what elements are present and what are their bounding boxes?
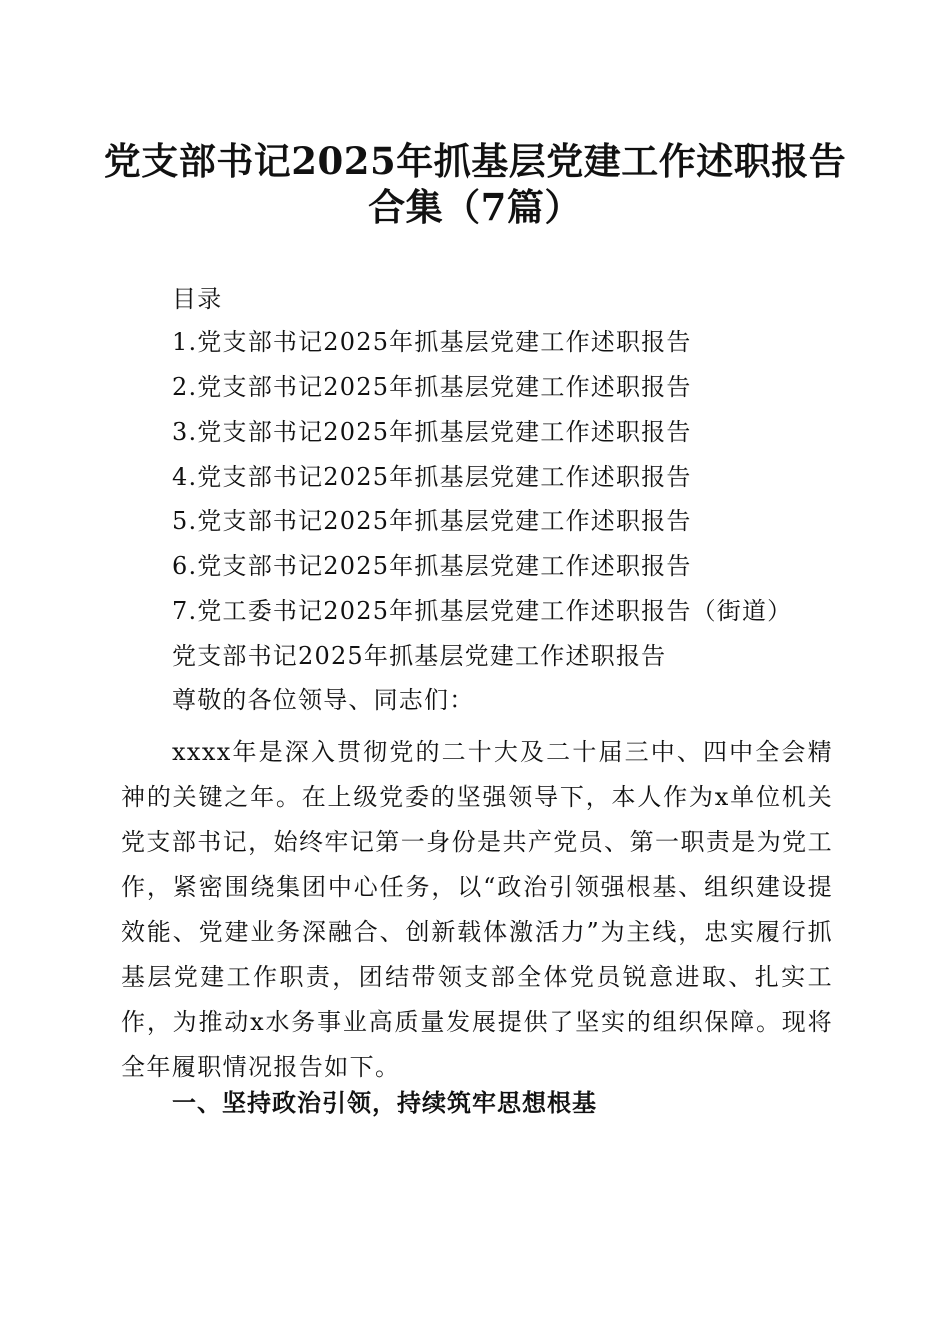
toc-item-6: 6.党支部书记2025年抓基层党建工作述职报告 (172, 552, 692, 580)
section-title: 党支部书记2025年抓基层党建工作述职报告 (172, 642, 667, 670)
toc-label: 目录 (172, 285, 223, 313)
greeting: 尊敬的各位领导、同志们： (172, 686, 475, 714)
toc-item-1: 1.党支部书记2025年抓基层党建工作述职报告 (172, 328, 692, 356)
toc-item-3: 3.党支部书记2025年抓基层党建工作述职报告 (172, 418, 692, 446)
toc-item-5: 5.党支部书记2025年抓基层党建工作述职报告 (172, 507, 692, 535)
toc-item-4: 4.党支部书记2025年抓基层党建工作述职报告 (172, 463, 692, 491)
toc-item-2: 2.党支部书记2025年抓基层党建工作述职报告 (172, 373, 692, 401)
document-title-line-1: 党支部书记2025年抓基层党建工作述职报告 (103, 139, 847, 183)
document-title-line-2: 合集（7篇） (368, 185, 582, 229)
section-heading-1: 一、坚持政治引领，持续筑牢思想根基 (172, 1089, 597, 1117)
body-paragraph: xxxx年是深入贯彻党的二十大及二十届三中、四中全会精神的关键之年。在上级党委的坚强领导下，本人作为x单位机关党支部书记，始终牢记第一身份是共产党员、第一职责是为党工作，紧密围绕集团中心任务，以“政治引领强根基、组织建设提效能、党建业务深融合、创新载体激活力”为主线，忠实履行抓基层党建工作职责，团结带领支部全体党员锐意进取、扎实工作，为推动x水务事业高质量发展提供了坚实的组织保障。现将全年履职情况报告如下。 (121, 738, 833, 1081)
toc-item-7: 7.党工委书记2025年抓基层党建工作述职报告（街道） (172, 597, 793, 625)
